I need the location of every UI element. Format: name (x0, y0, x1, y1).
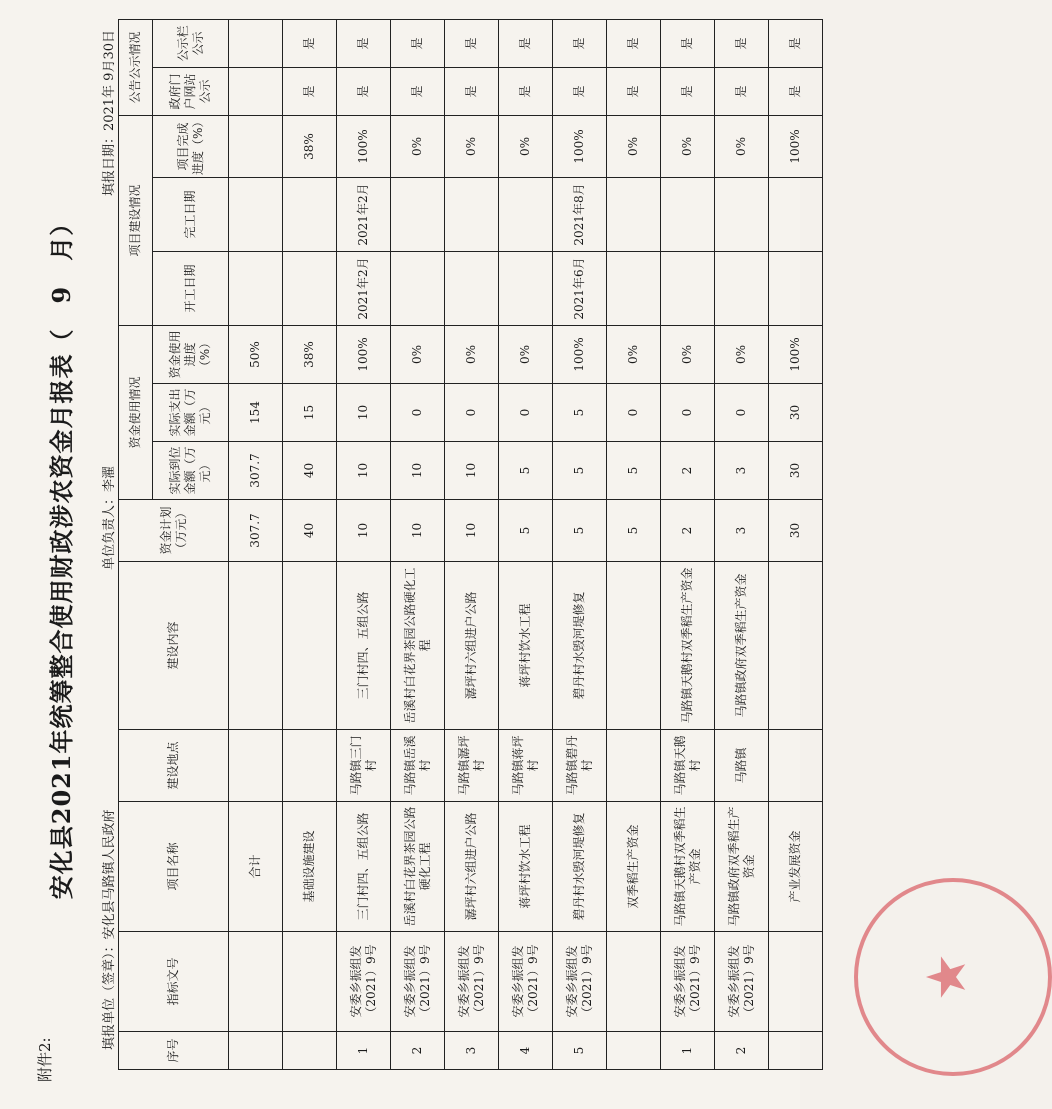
cell-proj-progress (229, 116, 283, 178)
official-seal (854, 878, 1052, 1076)
cell-proj-progress: 0% (607, 116, 661, 178)
cell-proj-progress: 0% (499, 116, 553, 178)
cell-proj-progress: 0% (715, 116, 769, 178)
cell-start (769, 252, 823, 326)
cell-gov-site: 是 (607, 68, 661, 116)
header-fund-usage: 资金使用情况 (119, 326, 153, 500)
cell-board: 是 (283, 19, 337, 67)
table-row (391, 19, 445, 1069)
cell-gov-site: 是 (661, 68, 715, 116)
cell-board: 是 (661, 19, 715, 67)
cell-seq: 4 (499, 1032, 553, 1070)
cell-doc (769, 932, 823, 1032)
cell-seq (229, 1032, 283, 1070)
cell-start (607, 252, 661, 326)
cell-doc: 安委乡振组发（2021）9号 (445, 932, 499, 1032)
cell-board: 是 (391, 19, 445, 67)
fill-date: 填报日期：2021年 9月30日 (102, 30, 117, 197)
cell-plan: 30 (769, 500, 823, 562)
cell-gov-site: 是 (553, 68, 607, 116)
header-project-name: 项目名称 (119, 802, 229, 932)
cell-proj-progress: 38% (283, 116, 337, 178)
cell-plan: 10 (391, 500, 445, 562)
cell-arrived: 10 (337, 442, 391, 500)
cell-gov-site: 是 (769, 68, 823, 116)
cell-fund-progress: 38% (283, 326, 337, 384)
header-doc-number: 指标文号 (119, 932, 229, 1032)
table-row (553, 19, 607, 1069)
cell-paid: 0 (715, 384, 769, 442)
cell-paid: 0 (445, 384, 499, 442)
cell-board: 是 (499, 19, 553, 67)
cell-paid: 0 (391, 384, 445, 442)
cell-fund-progress: 100% (337, 326, 391, 384)
cell-gov-site: 是 (499, 68, 553, 116)
cell-doc: 安委乡振组发（2021）9号 (553, 932, 607, 1032)
cell-location: 马路镇天鹅村 (661, 730, 715, 802)
cell-arrived: 3 (715, 442, 769, 500)
cell-start: 2021年6月 (553, 252, 607, 326)
cell-start: 2021年2月 (337, 252, 391, 326)
header-build-status: 项目建设情况 (119, 116, 153, 326)
header-publicity: 公告公示情况 (119, 19, 153, 115)
cell-board: 是 (445, 19, 499, 67)
cell-end (661, 178, 715, 252)
cell-end (445, 178, 499, 252)
seal-star-icon: ★ (915, 952, 978, 1002)
cell-content (769, 562, 823, 730)
cell-content (283, 562, 337, 730)
cell-fund-progress: 50% (229, 326, 283, 384)
cell-name: 合计 (229, 802, 283, 932)
table-row (445, 19, 499, 1069)
cell-end: 2021年2月 (337, 178, 391, 252)
cell-doc: 安委乡振组发（2021）9号 (715, 932, 769, 1032)
cell-name: 蒋坪村饮水工程 (499, 802, 553, 932)
cell-seq (769, 1032, 823, 1070)
cell-name: 马路镇政府双季稻生产资金 (715, 802, 769, 932)
cell-gov-site: 是 (337, 68, 391, 116)
attachment-label: 附件2: (36, 1037, 54, 1082)
header-board: 公示栏公示 (153, 19, 229, 67)
cell-fund-progress: 0% (391, 326, 445, 384)
cell-content (229, 562, 283, 730)
cell-end (283, 178, 337, 252)
cell-doc: 安委乡振组发（2021）9号 (499, 932, 553, 1032)
cell-name: 潺坪村六组进户公路 (445, 802, 499, 932)
cell-arrived: 2 (661, 442, 715, 500)
cell-location: 马路镇蒋坪村 (499, 730, 553, 802)
cell-start (661, 252, 715, 326)
cell-doc (283, 932, 337, 1032)
cell-paid: 15 (283, 384, 337, 442)
cell-fund-progress: 100% (553, 326, 607, 384)
table-row (229, 19, 283, 1069)
cell-gov-site (229, 68, 283, 116)
cell-name: 产业发展资金 (769, 802, 823, 932)
cell-doc (607, 932, 661, 1032)
cell-end (607, 178, 661, 252)
table-row (607, 19, 661, 1069)
cell-proj-progress: 100% (337, 116, 391, 178)
cell-seq: 1 (337, 1032, 391, 1070)
table-row (661, 19, 715, 1069)
cell-seq: 2 (391, 1032, 445, 1070)
cell-start (499, 252, 553, 326)
table-row (283, 19, 337, 1069)
cell-fund-progress: 0% (661, 326, 715, 384)
cell-fund-progress: 0% (715, 326, 769, 384)
header-content: 建设内容 (119, 562, 229, 730)
cell-location: 马路镇三门村 (337, 730, 391, 802)
cell-content: 岳溪村白花界茶园公路硬化工程 (391, 562, 445, 730)
cell-fund-progress: 0% (445, 326, 499, 384)
cell-content: 马路镇政府双季稻生产资金 (715, 562, 769, 730)
cell-proj-progress: 100% (769, 116, 823, 178)
cell-board (229, 19, 283, 67)
cell-plan: 5 (499, 500, 553, 562)
cell-end (391, 178, 445, 252)
cell-doc: 安委乡振组发（2021）9号 (337, 932, 391, 1032)
cell-seq (283, 1032, 337, 1070)
header-paid: 实际支出金额（万元） (153, 384, 229, 442)
cell-gov-site: 是 (445, 68, 499, 116)
header-fund-progress: 资金使用进度（%） (153, 326, 229, 384)
unit-leader: 单位负责人：李濯 (102, 465, 117, 570)
cell-board: 是 (337, 19, 391, 67)
cell-gov-site: 是 (715, 68, 769, 116)
cell-paid: 154 (229, 384, 283, 442)
cell-seq (607, 1032, 661, 1070)
cell-plan: 3 (715, 500, 769, 562)
cell-plan: 40 (283, 500, 337, 562)
cell-name: 岳溪村白花界茶园公路硬化工程 (391, 802, 445, 932)
cell-arrived: 10 (445, 442, 499, 500)
cell-doc (229, 932, 283, 1032)
cell-arrived: 5 (499, 442, 553, 500)
cell-end: 2021年8月 (553, 178, 607, 252)
cell-location (283, 730, 337, 802)
header-seq: 序号 (119, 1032, 229, 1070)
cell-arrived: 30 (769, 442, 823, 500)
report-title: 安化县2021年统筹整合使用财政涉农资金月报表（ 9 月） (47, 210, 76, 900)
cell-paid: 0 (661, 384, 715, 442)
cell-plan: 307.7 (229, 500, 283, 562)
cell-start (715, 252, 769, 326)
rotated-report (14, 20, 978, 1090)
fund-report-table (118, 19, 823, 1070)
cell-paid: 30 (769, 384, 823, 442)
cell-plan: 10 (337, 500, 391, 562)
cell-location (229, 730, 283, 802)
cell-content: 碧丹村水毁河堤修复 (553, 562, 607, 730)
cell-seq: 2 (715, 1032, 769, 1070)
cell-end (769, 178, 823, 252)
cell-proj-progress: 100% (553, 116, 607, 178)
cell-location: 马路镇 (715, 730, 769, 802)
cell-content: 潺坪村六组进户公路 (445, 562, 499, 730)
cell-fund-progress: 0% (499, 326, 553, 384)
cell-paid: 10 (337, 384, 391, 442)
table-row (337, 19, 391, 1069)
cell-fund-progress: 100% (769, 326, 823, 384)
cell-seq: 5 (553, 1032, 607, 1070)
cell-start (283, 252, 337, 326)
cell-start (445, 252, 499, 326)
cell-arrived: 5 (607, 442, 661, 500)
cell-paid: 0 (499, 384, 553, 442)
cell-doc: 安委乡振组发（2021）9号 (391, 932, 445, 1032)
header-project-progress: 项目完成进度（%） (153, 116, 229, 178)
cell-name: 三门村四、五组公路 (337, 802, 391, 932)
cell-proj-progress: 0% (661, 116, 715, 178)
cell-end (499, 178, 553, 252)
cell-name: 马路镇天鹅村双季稻生产资金 (661, 802, 715, 932)
header-start-date: 开工日期 (153, 252, 229, 326)
cell-plan: 5 (553, 500, 607, 562)
cell-fund-progress: 0% (607, 326, 661, 384)
cell-arrived: 10 (391, 442, 445, 500)
cell-seq: 1 (661, 1032, 715, 1070)
cell-board: 是 (769, 19, 823, 67)
cell-arrived: 307.7 (229, 442, 283, 500)
header-arrived: 实际到位金额（万元） (153, 442, 229, 500)
header-fund-plan: 资金计划（万元） (119, 500, 229, 562)
cell-gov-site: 是 (283, 68, 337, 116)
cell-location (607, 730, 661, 802)
cell-location: 马路镇碧丹村 (553, 730, 607, 802)
cell-name: 基础设施建设 (283, 802, 337, 932)
cell-start (391, 252, 445, 326)
cell-content: 蒋坪村饮水工程 (499, 562, 553, 730)
cell-start (229, 252, 283, 326)
header-location: 建设地点 (119, 730, 229, 802)
table-row (715, 19, 769, 1069)
cell-gov-site: 是 (391, 68, 445, 116)
cell-name: 碧丹村水毁河堤修复 (553, 802, 607, 932)
table-row (769, 19, 823, 1069)
cell-arrived: 40 (283, 442, 337, 500)
cell-board: 是 (553, 19, 607, 67)
cell-board: 是 (607, 19, 661, 67)
cell-plan: 5 (607, 500, 661, 562)
header-gov-site: 政府门户网站公示 (153, 68, 229, 116)
cell-seq: 3 (445, 1032, 499, 1070)
cell-content: 三门村四、五组公路 (337, 562, 391, 730)
cell-content: 马路镇天鹅村双季稻生产资金 (661, 562, 715, 730)
reporting-unit: 填报单位（签章）：安化县马路镇人民政府 (102, 809, 117, 1050)
cell-content (607, 562, 661, 730)
cell-plan: 2 (661, 500, 715, 562)
cell-arrived: 5 (553, 442, 607, 500)
cell-doc: 安委乡振组发（2021）9号 (661, 932, 715, 1032)
cell-location: 马路镇岳溪村 (391, 730, 445, 802)
cell-proj-progress: 0% (391, 116, 445, 178)
header-end-date: 完工日期 (153, 178, 229, 252)
cell-end (715, 178, 769, 252)
cell-paid: 5 (553, 384, 607, 442)
cell-location: 马路镇潺坪村 (445, 730, 499, 802)
cell-plan: 10 (445, 500, 499, 562)
cell-board: 是 (715, 19, 769, 67)
cell-location (769, 730, 823, 802)
cell-end (229, 178, 283, 252)
cell-name: 双季稻生产资金 (607, 802, 661, 932)
cell-paid: 0 (607, 384, 661, 442)
cell-proj-progress: 0% (445, 116, 499, 178)
table-row (499, 19, 553, 1069)
